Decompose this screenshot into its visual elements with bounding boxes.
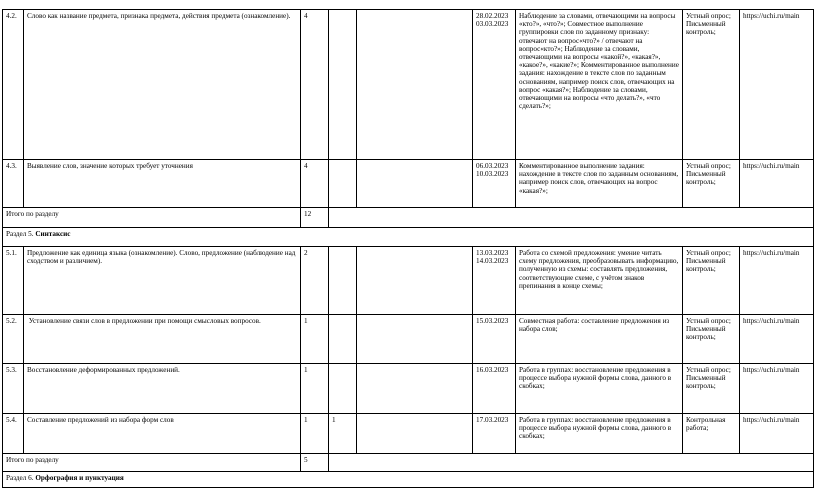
- row-dates: [473, 315, 516, 364]
- section-total-value: 5: [301, 454, 329, 472]
- row-number: 5.3.: [3, 364, 24, 414]
- row-practice-hours: [357, 10, 473, 160]
- table-row: [3, 10, 814, 160]
- table-row: [3, 247, 814, 315]
- section-header: [3, 472, 814, 488]
- section-header-row: [3, 472, 814, 488]
- row-control-hours: [329, 247, 357, 315]
- row-practice-hours: [357, 414, 473, 454]
- row-control-hours: [329, 160, 357, 208]
- row-activities: Работа в группах: восстановление предложения в процессе выбора нужной формы слова, данного в скобках;: [516, 364, 683, 414]
- row-topic: Установление связи слов в предложении при помощи смысловых вопросов.: [24, 315, 301, 364]
- row-date: 14.03.2023: [476, 257, 509, 266]
- section-header-row: [3, 228, 814, 247]
- row-topic: Составление предложений из набора форм слов: [24, 414, 301, 454]
- section-prefix: Раздел 5.: [6, 230, 36, 238]
- row-date: 15.03.2023: [476, 317, 509, 325]
- row-dates: [473, 247, 516, 315]
- table-row: [3, 315, 814, 364]
- row-resource-link[interactable]: https://uchi.ru/main: [740, 315, 814, 364]
- section-title: Орфография и пунктуация: [35, 474, 124, 482]
- row-practice-hours: [357, 247, 473, 315]
- row-activities: Совместная работа: составление предложения из набора слов;: [516, 315, 683, 364]
- section-title: Синтаксис: [35, 230, 71, 238]
- row-date: 28.02.2023: [476, 12, 509, 20]
- section-total-row: [3, 208, 814, 228]
- table-row: [3, 160, 814, 208]
- row-control-hours: [329, 364, 357, 414]
- row-forms: Контрольная работа;: [683, 414, 740, 454]
- row-number: 5.2.: [3, 315, 24, 364]
- row-hours: 1: [301, 315, 329, 364]
- section-total-label: Итого по разделу: [3, 208, 301, 228]
- section-header: [3, 228, 814, 247]
- row-dates: [473, 414, 516, 454]
- row-forms: Устный опрос; Письменный контроль;: [683, 247, 740, 315]
- section-prefix: Раздел 6.: [6, 474, 36, 482]
- row-forms: Устный опрос; Письменный контроль;: [683, 315, 740, 364]
- row-activities: Работа со схемой предложения: умение читать схему предложения, преобразовывать информацию, полученную из схемы: составлять предложения, соответствующие схеме, с учётом знаков препинания в конце схемы;: [516, 247, 683, 315]
- row-number: 5.1.: [3, 247, 24, 315]
- row-topic: Предложение как единица языка (ознакомление). Слово, предложение (наблюдение над сходством и различием).: [24, 247, 301, 315]
- row-forms: Устный опрос; Письменный контроль;: [683, 364, 740, 414]
- row-resource-link[interactable]: https://uchi.ru/main: [740, 414, 814, 454]
- row-control-hours: 1: [329, 414, 357, 454]
- section-total-row: [3, 454, 814, 472]
- row-hours: 4: [301, 10, 329, 160]
- table-row: [3, 364, 814, 414]
- row-date: 16.03.2023: [476, 366, 509, 374]
- row-topic: Восстановление деформированных предложений.: [24, 364, 301, 414]
- row-topic: Слово как название предмета, признака предмета, действия предмета (ознакомление).: [24, 10, 301, 160]
- row-date: 13.03.2023: [476, 249, 509, 257]
- row-date: 17.03.2023: [476, 416, 509, 424]
- row-dates: [473, 160, 516, 208]
- row-date: 03.03.2023: [476, 20, 509, 29]
- row-resource-link[interactable]: https://uchi.ru/main: [740, 247, 814, 315]
- row-resource-link[interactable]: https://uchi.ru/main: [740, 160, 814, 208]
- row-activities: Комментированное выполнение задания: нахождение в тексте слов по заданным основаниям, например поиск слов, отвечающих на вопрос «какая?»;: [516, 160, 683, 208]
- row-hours: 1: [301, 364, 329, 414]
- row-resource-link[interactable]: https://uchi.ru/main: [740, 10, 814, 160]
- row-hours: 2: [301, 247, 329, 315]
- row-date: 06.03.2023: [476, 162, 509, 170]
- row-forms: Устный опрос; Письменный контроль;: [683, 160, 740, 208]
- row-number: 4.2.: [3, 10, 24, 160]
- row-control-hours: [329, 315, 357, 364]
- row-practice-hours: [357, 364, 473, 414]
- row-forms: Устный опрос; Письменный контроль;: [683, 10, 740, 160]
- row-number: 4.3.: [3, 160, 24, 208]
- row-practice-hours: [357, 315, 473, 364]
- row-dates: [473, 364, 516, 414]
- row-activities: Работа в группах: восстановление предложения в процессе выбора нужной формы слова, данного в скобках;: [516, 414, 683, 454]
- row-number: 5.4.: [3, 414, 24, 454]
- row-activities: Наблюдение за словами, отвечающими на вопросы «кто?», «что?»; Совместное выполнение группировки слов по заданному признаку: отвечают на вопрос«что?» / отвечают на вопрос«кто?»; Наблюдение за словами, отвечающими на вопросы «какой?», «какая?», «какое?», «какие?»; Комментированное выполнение задания: нахождение в тексте слов по заданным основаниям, например поиск слов, отвечающих на вопрос «какая?»; Наблюдение за словами, отвечающими на вопросы «что делать?», «что сделать?»;: [516, 10, 683, 160]
- row-practice-hours: [357, 160, 473, 208]
- table-row: [3, 414, 814, 454]
- row-hours: 4: [301, 160, 329, 208]
- row-control-hours: [329, 10, 357, 160]
- row-hours: 1: [301, 414, 329, 454]
- row-dates: [473, 10, 516, 160]
- thematic-plan-table: [2, 9, 814, 488]
- section-total-value: 12: [301, 208, 329, 228]
- row-topic: Выявление слов, значение которых требует уточнения: [24, 160, 301, 208]
- row-date: 10.03.2023: [476, 170, 509, 179]
- row-resource-link[interactable]: https://uchi.ru/main: [740, 364, 814, 414]
- section-total-label: Итого по разделу: [3, 454, 301, 472]
